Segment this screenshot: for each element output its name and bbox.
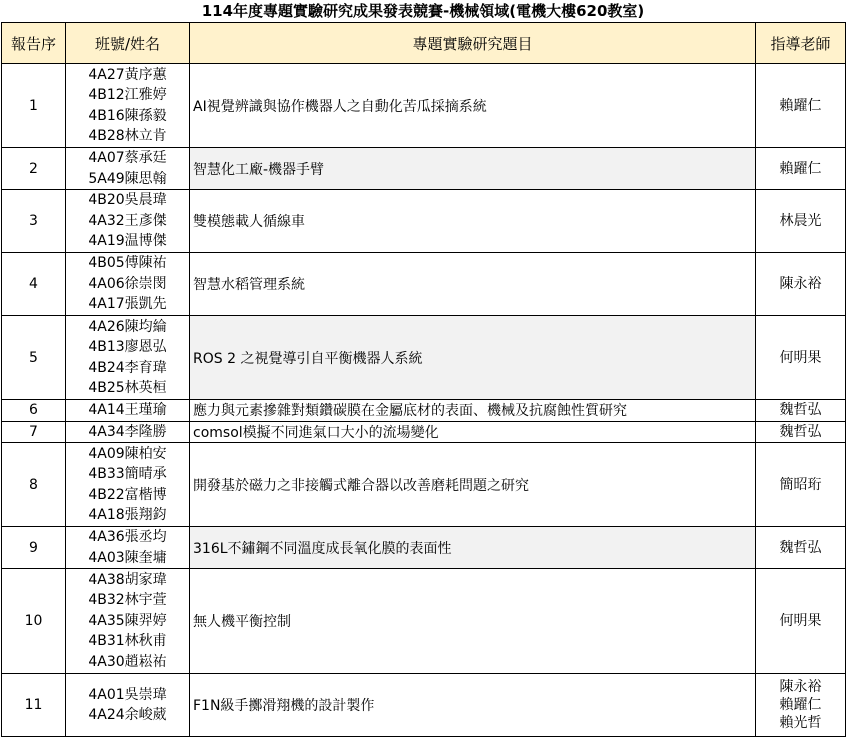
header-advisor[interactable]: 指導老師 xyxy=(756,23,846,64)
member-name: 4A30趙崧祐 xyxy=(88,653,167,670)
cell-members[interactable] xyxy=(66,421,190,443)
cell-advisor[interactable] xyxy=(756,527,846,569)
member-name: 4B32林宇萱 xyxy=(88,592,167,609)
advisor-name: 魏哲弘 xyxy=(779,402,822,419)
cell-members[interactable] xyxy=(66,253,190,316)
cell-topic[interactable]: 應力與元素摻雜對類鑽碳膜在金屬底材的表面、機械及抗腐蝕性質研究 xyxy=(190,400,756,422)
cell-advisor[interactable] xyxy=(756,674,846,737)
cell-members[interactable] xyxy=(66,569,190,674)
member-name: 4B20吳晨瑋 xyxy=(88,192,167,209)
table-row xyxy=(2,674,846,737)
member-name: 4A17張凱先 xyxy=(88,296,167,313)
member-name: 4B16陳孫毅 xyxy=(88,107,167,124)
advisor-name: 魏哲弘 xyxy=(779,539,822,556)
cell-topic[interactable]: 無人機平衡控制 xyxy=(190,569,756,674)
cell-members[interactable] xyxy=(66,674,190,737)
cell-members[interactable] xyxy=(66,316,190,400)
cell-order[interactable]: 3 xyxy=(2,190,66,253)
cell-topic[interactable]: AI視覺辨識與協作機器人之自動化苦瓜採摘系統 xyxy=(190,64,756,148)
advisor-name: 賴躍仁 xyxy=(779,97,822,114)
cell-topic[interactable]: 雙模態載人循線車 xyxy=(190,190,756,253)
cell-order[interactable]: 5 xyxy=(2,316,66,400)
cell-order[interactable]: 11 xyxy=(2,674,66,737)
member-name: 4A36張丞均 xyxy=(88,529,167,545)
member-name: 4B24李育瑋 xyxy=(88,359,167,376)
cell-order[interactable]: 6 xyxy=(2,400,66,422)
cell-order[interactable]: 4 xyxy=(2,253,66,316)
advisor-name: 賴躍仁 xyxy=(779,697,822,713)
schedule-table xyxy=(1,22,846,737)
cell-advisor[interactable] xyxy=(756,190,846,253)
member-name: 4A18張翔鈞 xyxy=(88,507,167,523)
cell-topic[interactable]: comsol模擬不同進氣口大小的流場變化 xyxy=(190,421,756,443)
header-row xyxy=(2,23,846,64)
cell-order[interactable]: 7 xyxy=(2,421,66,443)
cell-members[interactable] xyxy=(66,527,190,569)
table-row xyxy=(2,253,846,316)
table-body xyxy=(2,64,846,737)
member-name: 4A19温博傑 xyxy=(88,233,167,250)
cell-advisor[interactable] xyxy=(756,443,846,527)
cell-topic[interactable]: ROS 2 之視覺導引自平衡機器人系統 xyxy=(190,316,756,400)
member-name: 4A03陳奎墉 xyxy=(88,549,167,566)
advisor-name: 林晨光 xyxy=(779,213,822,229)
member-name: 4A38胡家瑋 xyxy=(88,571,167,588)
member-name: 4A24余峻葳 xyxy=(88,707,167,723)
member-name: 4B05傅陳祐 xyxy=(88,255,167,272)
cell-advisor[interactable] xyxy=(756,569,846,674)
member-name: 4B33簡晴承 xyxy=(88,466,167,482)
table-row xyxy=(2,148,846,190)
member-name: 4A09陳柏安 xyxy=(88,445,167,462)
cell-advisor[interactable] xyxy=(756,148,846,190)
member-name: 4A26陳均綸 xyxy=(88,318,167,335)
member-name: 4B25林英桓 xyxy=(88,380,167,396)
cell-topic[interactable]: 智慧水稻管理系統 xyxy=(190,253,756,316)
advisor-name: 陳永裕 xyxy=(779,276,822,292)
cell-advisor[interactable] xyxy=(756,64,846,148)
member-name: 5A49陳思翰 xyxy=(88,170,167,187)
member-name: 4A07蔡承廷 xyxy=(88,150,167,166)
advisor-name: 簡昭珩 xyxy=(779,476,822,493)
table-row xyxy=(2,443,846,527)
cell-advisor[interactable] xyxy=(756,316,846,400)
header-order[interactable]: 報告序 xyxy=(2,23,66,64)
member-name: 4B28林立肯 xyxy=(88,128,167,144)
member-name: 4B12江雅婷 xyxy=(88,87,167,103)
cell-order[interactable]: 9 xyxy=(2,527,66,569)
cell-order[interactable]: 10 xyxy=(2,569,66,674)
table-row xyxy=(2,527,846,569)
advisor-name: 賴躍仁 xyxy=(779,160,822,177)
advisor-name: 陳永裕 xyxy=(779,679,822,695)
table-row xyxy=(2,569,846,674)
cell-advisor[interactable] xyxy=(756,400,846,422)
member-name: 4A32王彥傑 xyxy=(88,212,167,229)
cell-order[interactable]: 8 xyxy=(2,443,66,527)
table-row xyxy=(2,316,846,400)
cell-advisor[interactable] xyxy=(756,253,846,316)
cell-topic[interactable]: 智慧化工廠-機器手臂 xyxy=(190,148,756,190)
table-row xyxy=(2,421,846,443)
member-name: 4A34李隆勝 xyxy=(88,423,167,440)
advisor-name: 魏哲弘 xyxy=(779,423,822,440)
advisor-name: 何明果 xyxy=(779,613,822,629)
cell-order[interactable]: 1 xyxy=(2,64,66,148)
table-row xyxy=(2,400,846,422)
member-name: 4A27黃序蕙 xyxy=(88,66,167,83)
sheet-title: 114年度專題實驗研究成果發表競賽-機械領域(電機大樓620教室) xyxy=(201,2,645,20)
cell-members[interactable] xyxy=(66,400,190,422)
member-name: 4B13廖恩弘 xyxy=(88,339,167,355)
table-row xyxy=(2,190,846,253)
cell-members[interactable] xyxy=(66,190,190,253)
cell-topic[interactable]: F1N級手擲滑翔機的設計製作 xyxy=(190,674,756,737)
header-topic[interactable]: 專題實驗研究題目 xyxy=(190,23,756,64)
member-name: 4A06徐崇閔 xyxy=(88,275,167,292)
member-name: 4A01吳崇瑋 xyxy=(88,686,167,703)
cell-members[interactable] xyxy=(66,148,190,190)
member-name: 4A14王瑾瑜 xyxy=(88,402,167,418)
cell-advisor[interactable] xyxy=(756,421,846,443)
table-row xyxy=(2,64,846,148)
cell-order[interactable]: 2 xyxy=(2,148,66,190)
header-members[interactable]: 班號/姓名 xyxy=(66,23,190,64)
advisor-name: 何明果 xyxy=(779,349,822,366)
cell-members[interactable] xyxy=(66,443,190,527)
cell-topic[interactable]: 開發基於磁力之非接觸式離合器以改善磨耗問題之研究 xyxy=(190,443,756,527)
member-name: 4B31林秋甫 xyxy=(88,633,167,650)
member-name: 4A35陳羿婷 xyxy=(88,612,167,629)
member-name: 4B22富楷博 xyxy=(88,486,167,503)
cell-topic[interactable]: 316L不鏽鋼不同溫度成長氧化膜的表面性 xyxy=(190,527,756,569)
advisor-name: 賴光哲 xyxy=(779,715,822,731)
cell-members[interactable] xyxy=(66,64,190,148)
